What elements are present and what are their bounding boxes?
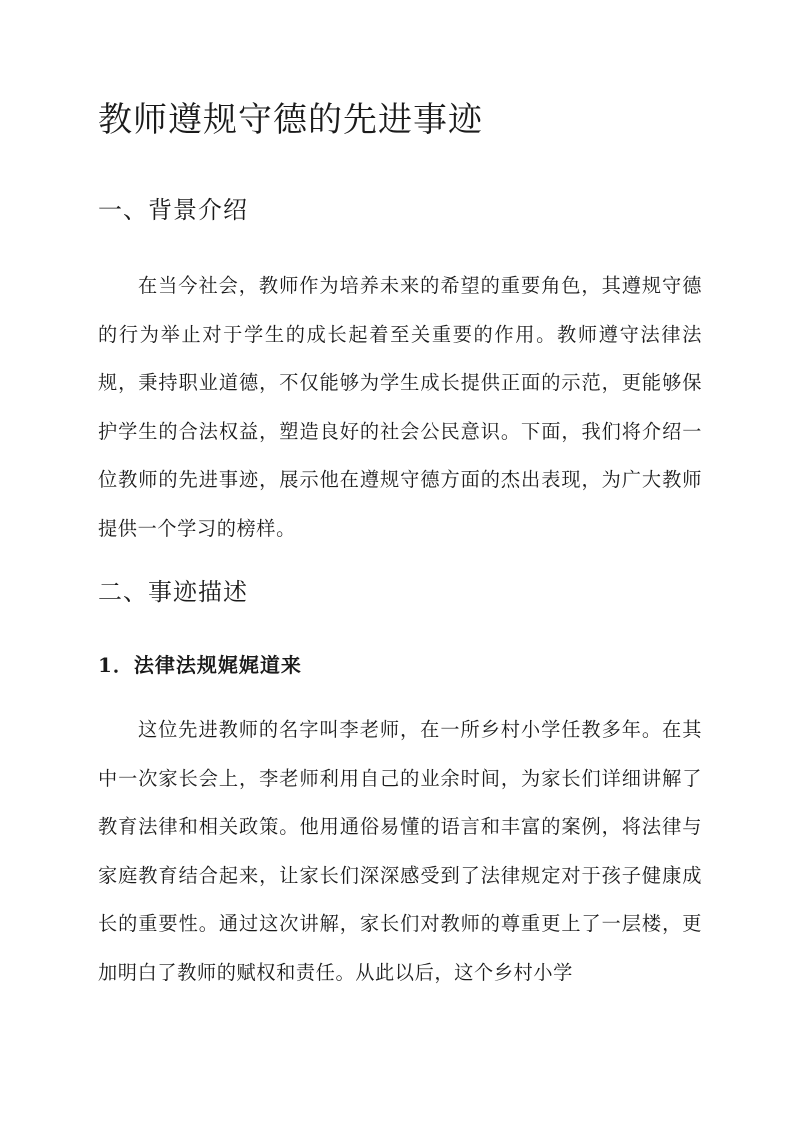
- deeds-paragraph: 这位先进教师的名字叫李老师，在一所乡村小学任教多年。在其中一次家长会上，李老师利用自己的业余时间，为家长们详细讲解了教育法律和相关政策。他用通俗易懂的语言和丰富的案例，将法律与家庭教育结合起来，让家长们深深感受到了法律规定对于孩子健康成长的重要性。通过这次讲解，家长们对教师的尊重更上了一层楼，更加明白了教师的赋权和责任。从此以后，这个乡村小学: [98, 718, 702, 984]
- section-heading-background: 一、背景介绍: [98, 196, 248, 224]
- document-title: 教师遵规守德的先进事迹: [98, 100, 483, 140]
- subsection-heading-law: 1．法律法规娓娓道来: [98, 653, 302, 677]
- background-paragraph: 在当今社会，教师作为培养未来的希望的重要角色，其遵规守德的行为举止对于学生的成长起着至关重要的作用。教师遵守法律法规，秉持职业道德，不仅能够为学生成长提供正面的示范，更能够保护学生的合法权益，塑造良好的社会公民意识。下面，我们将介绍一位教师的先进事迹，展示他在遵规守德方面的杰出表现，为广大教师提供一个学习的榜样。: [98, 274, 702, 540]
- section-heading-deeds: 二、事迹描述: [98, 578, 248, 606]
